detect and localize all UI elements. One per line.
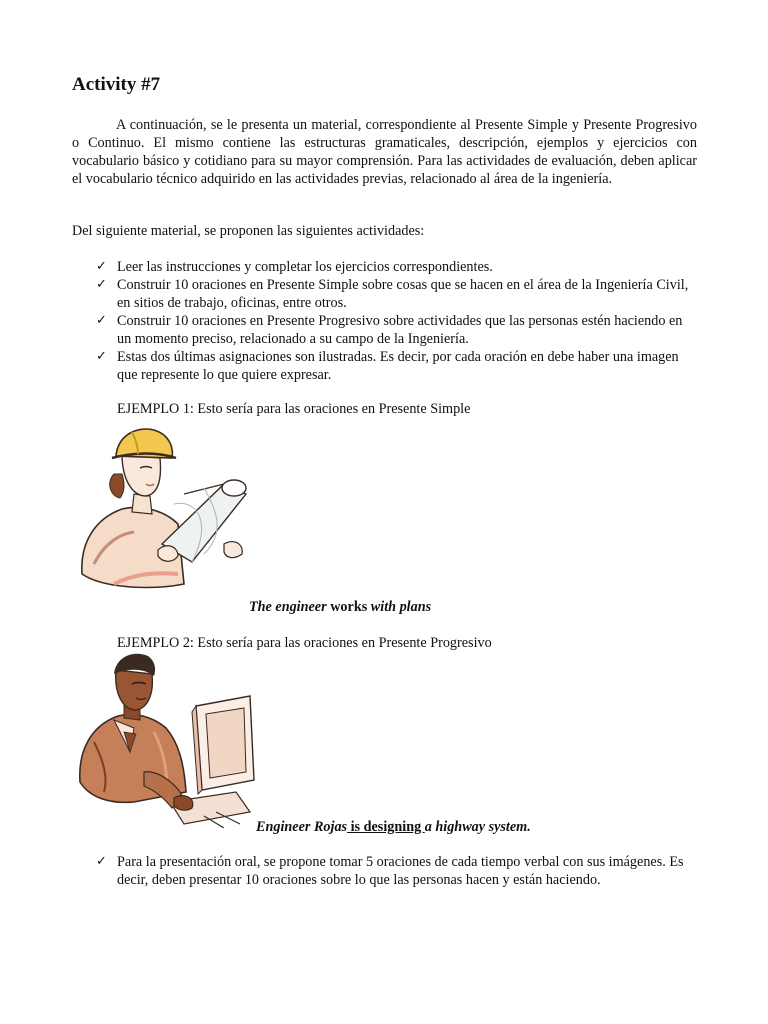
intro-paragraph: A continuación, se le presenta un material, correspondiente al Presente Simple y Presente Progresivo o Continuo. El mismo contiene las estructuras gramaticales, descripción, ejemplos y ejercicios con vocabulario básico y cotidiano para su mayor comprensión. Para las actividades de evaluación, deben aplicar el vocabulario técnico adquirido en las actividades previas, relacionado al área de la ingeniería. <box>72 117 697 187</box>
checkmark-icon: ✓ <box>96 313 107 328</box>
checkmark-icon: ✓ <box>96 854 107 869</box>
oral-presentation-checklist <box>72 853 697 889</box>
example-1-label: EJEMPLO 1: Esto sería para las oraciones en Presente Simple <box>117 401 471 417</box>
example-2-caption: Engineer Rojas is designing a highway system. <box>256 819 531 835</box>
list-item: ✓ Leer las instrucciones y completar los ejercicios correspondientes. <box>96 259 493 275</box>
example-1-caption: The engineer works with plans <box>249 599 432 615</box>
list-item: ✓ Para la presentación oral, se propone tomar 5 oraciones de cada tiempo verbal con sus imágenes. Es decir, deben presentar 10 oraciones sobre lo que las personas hacen y están haciendo. <box>96 854 684 888</box>
list-item: ✓ Construir 10 oraciones en Presente Simple sobre cosas que se hacen en el área de la Ingeniería Civil, en sitios de trabajo, oficinas, entre otros. <box>96 277 689 311</box>
list-item: ✓ Construir 10 oraciones en Presente Progresivo sobre actividades que las personas estén haciendo en un momento preciso, relacionado a su campo de la Ingeniería. <box>96 313 683 347</box>
engineer-with-plans-image <box>74 424 254 592</box>
lead-paragraph: Del siguiente material, se proponen las siguientes actividades: <box>72 223 425 239</box>
checkmark-icon: ✓ <box>96 277 107 292</box>
activity-checklist <box>72 258 697 384</box>
engineer-at-computer-image <box>74 652 256 828</box>
example-2-label: EJEMPLO 2: Esto sería para las oraciones en Presente Progresivo <box>117 635 492 651</box>
list-item: ✓ Estas dos últimas asignaciones son ilustradas. Es decir, por cada oración en debe haber una imagen que represente lo que quiere expresar. <box>96 349 679 383</box>
page-title: Activity #7 <box>72 74 161 95</box>
checkmark-icon: ✓ <box>96 349 107 364</box>
checkmark-icon: ✓ <box>96 259 107 274</box>
